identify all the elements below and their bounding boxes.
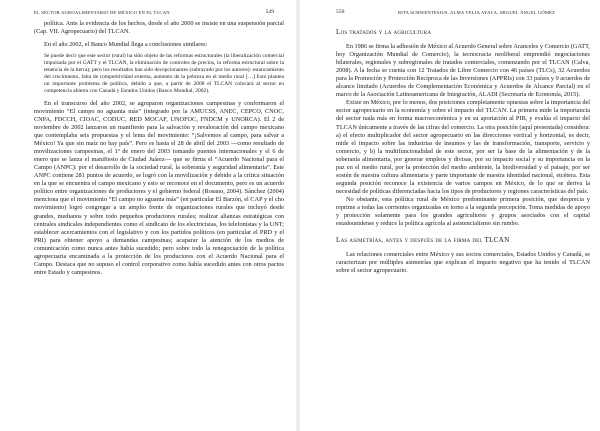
paragraph: Existe en México, por lo menos, dos posiciones completamente opuestas sobre la importancia del sector agropecuario en la economía y sobre el impacto del TLCAN. La primera mide la importancia del sector nada más en forma macroeconómica y en su aportación al PIB, y evalúa el impacto del TLCAN únicamente a través de las cifras del comercio. La otra posición (aquí presentada) considera: a) el efecto multiplicador del sector agropecuario en las direcciones vertical y horizontal, es decir, mide el impacto sobre las industrias de insumos y las de transformación, transporte, servicio y comercio, y b) la multifuncionalidad de este sector, por ser la base de la alimentación y de la soberanía alimentaria, por generar empleos y divisas, por su impacto social y su importancia en la paz en el medio rural, por la protección del medio ambiente, la biodiversidad y el paisaje, por ser sostén de nuestra cultura alimentaria y parte importante de nuestra identidad nacional, etcétera. Esta segunda posición reconoce la existencia de varios campos en México, de lo que se deriva la necesidad de políticas diferenciadas hacia los tipos de productores y regiones características del país. — [336, 99, 590, 195]
running-head: RITA SCHWENTESIUS, ALMA VELIA AYALA, MIGUEL ÁNGEL GÓMEZ — [398, 10, 556, 15]
page-number: 550 — [336, 9, 345, 15]
paragraph: política. Ante la evidencia de los hechos, desde el año 2000 se insiste en una suspensión parcial (Cap. VII. Agropecuario) del TLCAN. — [34, 20, 284, 36]
page-number: 549 — [265, 9, 274, 15]
block-quote: Se puede decir que este sector (rural) ha sido objeto de las reformas estructurales (la liberalización comercial impulsada por el GATT y el TLCAN, la eliminación de controles de precios, la reforma estructural sobre la tenencia de la tierra); pero los resultados han sido decepcionantes (subrayado por los autores): estancamiento del crecimiento, falta de competitividad externa, aumento de la pobreza en el medio rural […] Esto plantea un importante problema de política, debido a que, a partir de 2008 el TLCAN colocará al sector en competencia abierta con Canadá y Estados Unidos (Banco Mundial, 2002). — [44, 53, 284, 94]
left-page — [0, 0, 294, 431]
section-heading: Las asimetrías, antes y después de la firma del TLCAN — [336, 236, 510, 245]
paragraph: En el año 2002, el Banco Mundial llega a conclusiones similares: — [44, 41, 208, 49]
running-head: EL SECTOR AGROALIMENTARIO DE MÉXICO EN EL TLCAN — [34, 10, 170, 15]
book-gutter — [296, 0, 300, 431]
paragraph: En 1986 se firma la adhesión de México al Acuerdo General sobre Aranceles y Comercio (GATT, hoy Organización Mundial de Comercio), la tecnocracia neoliberal emprendió negociaciones bilaterales, regionales y subregionales de tratados comerciales, comenzando por el TLCAN (Calva, 2008). A la fecha se cuenta con 12 Tratados de Libre Comercio con 46 países (TLCs), 32 Acuerdos para la Promoción y Protección Recíproca de las Inversiones (APPRIs) con 33 países y 9 acuerdos de alcance limitado (Acuerdos de Complementación Económica y Acuerdos de Alcance Parcial) en el marco de la Asociación Latinoamericana de Integración, ALADI (Secretaría de Economía, 2015). — [336, 43, 590, 99]
right-body — [336, 28, 590, 275]
paragraph: No obstante, esta política rural de México predominante primera posición, que desprecia y reprime a todas las corrientes organizadas en torno a la segunda percepción. Toma medidas de apoyo y protección solamente para los grandes agricultores y grupos asociados con el capital estadounidense y reduce la política agrícola al asistencialismo sin rumbo. — [336, 195, 590, 228]
paragraph: En el transcurso del año 2002, se agruparon organizaciones campesinas y conformaron el movimiento “El campo no aguanta más” (integrado por la AMUCSS, ANEC, CEPCO, CNOC, CNPA, FDCCH, CIOAC, CODUC, RED MOCAF, UNOFOC, FNDCM y UNORCA). El 2 de noviembre de 2002 lanzaron un manifiesto para la salvación y revaloración del campo mexicano que contemplaba seis propuestas y el lema del movimiento: “¡Salvemos al campo, para salvar a México! Ya que sin maíz no hay país”. Pero es hasta el 28 de abril del 2003 —como resultado de movilizaciones campesinas, el 1º de enero del 2003 tomando puentes internacionales y el 6 de enero que se lanza el manifiesto de Ciudad Juárez— que se firma el “Acuerdo Nacional para el Campo (ANPC): por el desarrollo de la sociedad rural, la soberanía y seguridad alimentaria”. Este ANPC contiene 281 puntos de acuerdo, se logró con la movilización y debido a la crítica situación en la que se encuentra el campo mexicano y esto se reconoce en el documento, pero es un acuerdo político entre organizaciones de productores y el gobierno federal (Rosano, 2004). Sánchez (2004) menciona que el movimiento “El campo no aguanta más” (en particular El Barzón, el CAP y el cho movimiento) logró congregar a un amplio frente de organizaciones rurales que incluyó desde grandes, medianos y sobre todo pequeños productores rurales; realizar alianzas estratégicas con centrales sindicales independientes como el sindicato de los electricistas, los telefonistas y la UNT; establecer acercamientos con el legislativo y con los partidos políticos (en particular el PRD y el PRI) para obtener apoyo a demandas campesinas; acaparar la atención de los medios de comunicación como nunca antes había sucedido; pero sobre todo la renegociación de la política agropecuaria encaminada a la protección de los productores con el Acuerdo Nacional para el Campo. Destaca que no supuso el control corporativo como había sucedido antes con otros pactos entre Estado y campesinos. — [34, 99, 284, 276]
paragraph: Las relaciones comerciales entre México y sus socios comerciales, Estados Unidos y Canadá, se caracterizan por múltiples asimetrías que explican el impacto negativo que ha tenido el TLCAN sobre el sector agropecuario. — [336, 251, 590, 275]
section-heading: Los tratados y la agricultura — [336, 28, 432, 36]
left-body — [34, 20, 284, 277]
right-page — [302, 0, 600, 431]
